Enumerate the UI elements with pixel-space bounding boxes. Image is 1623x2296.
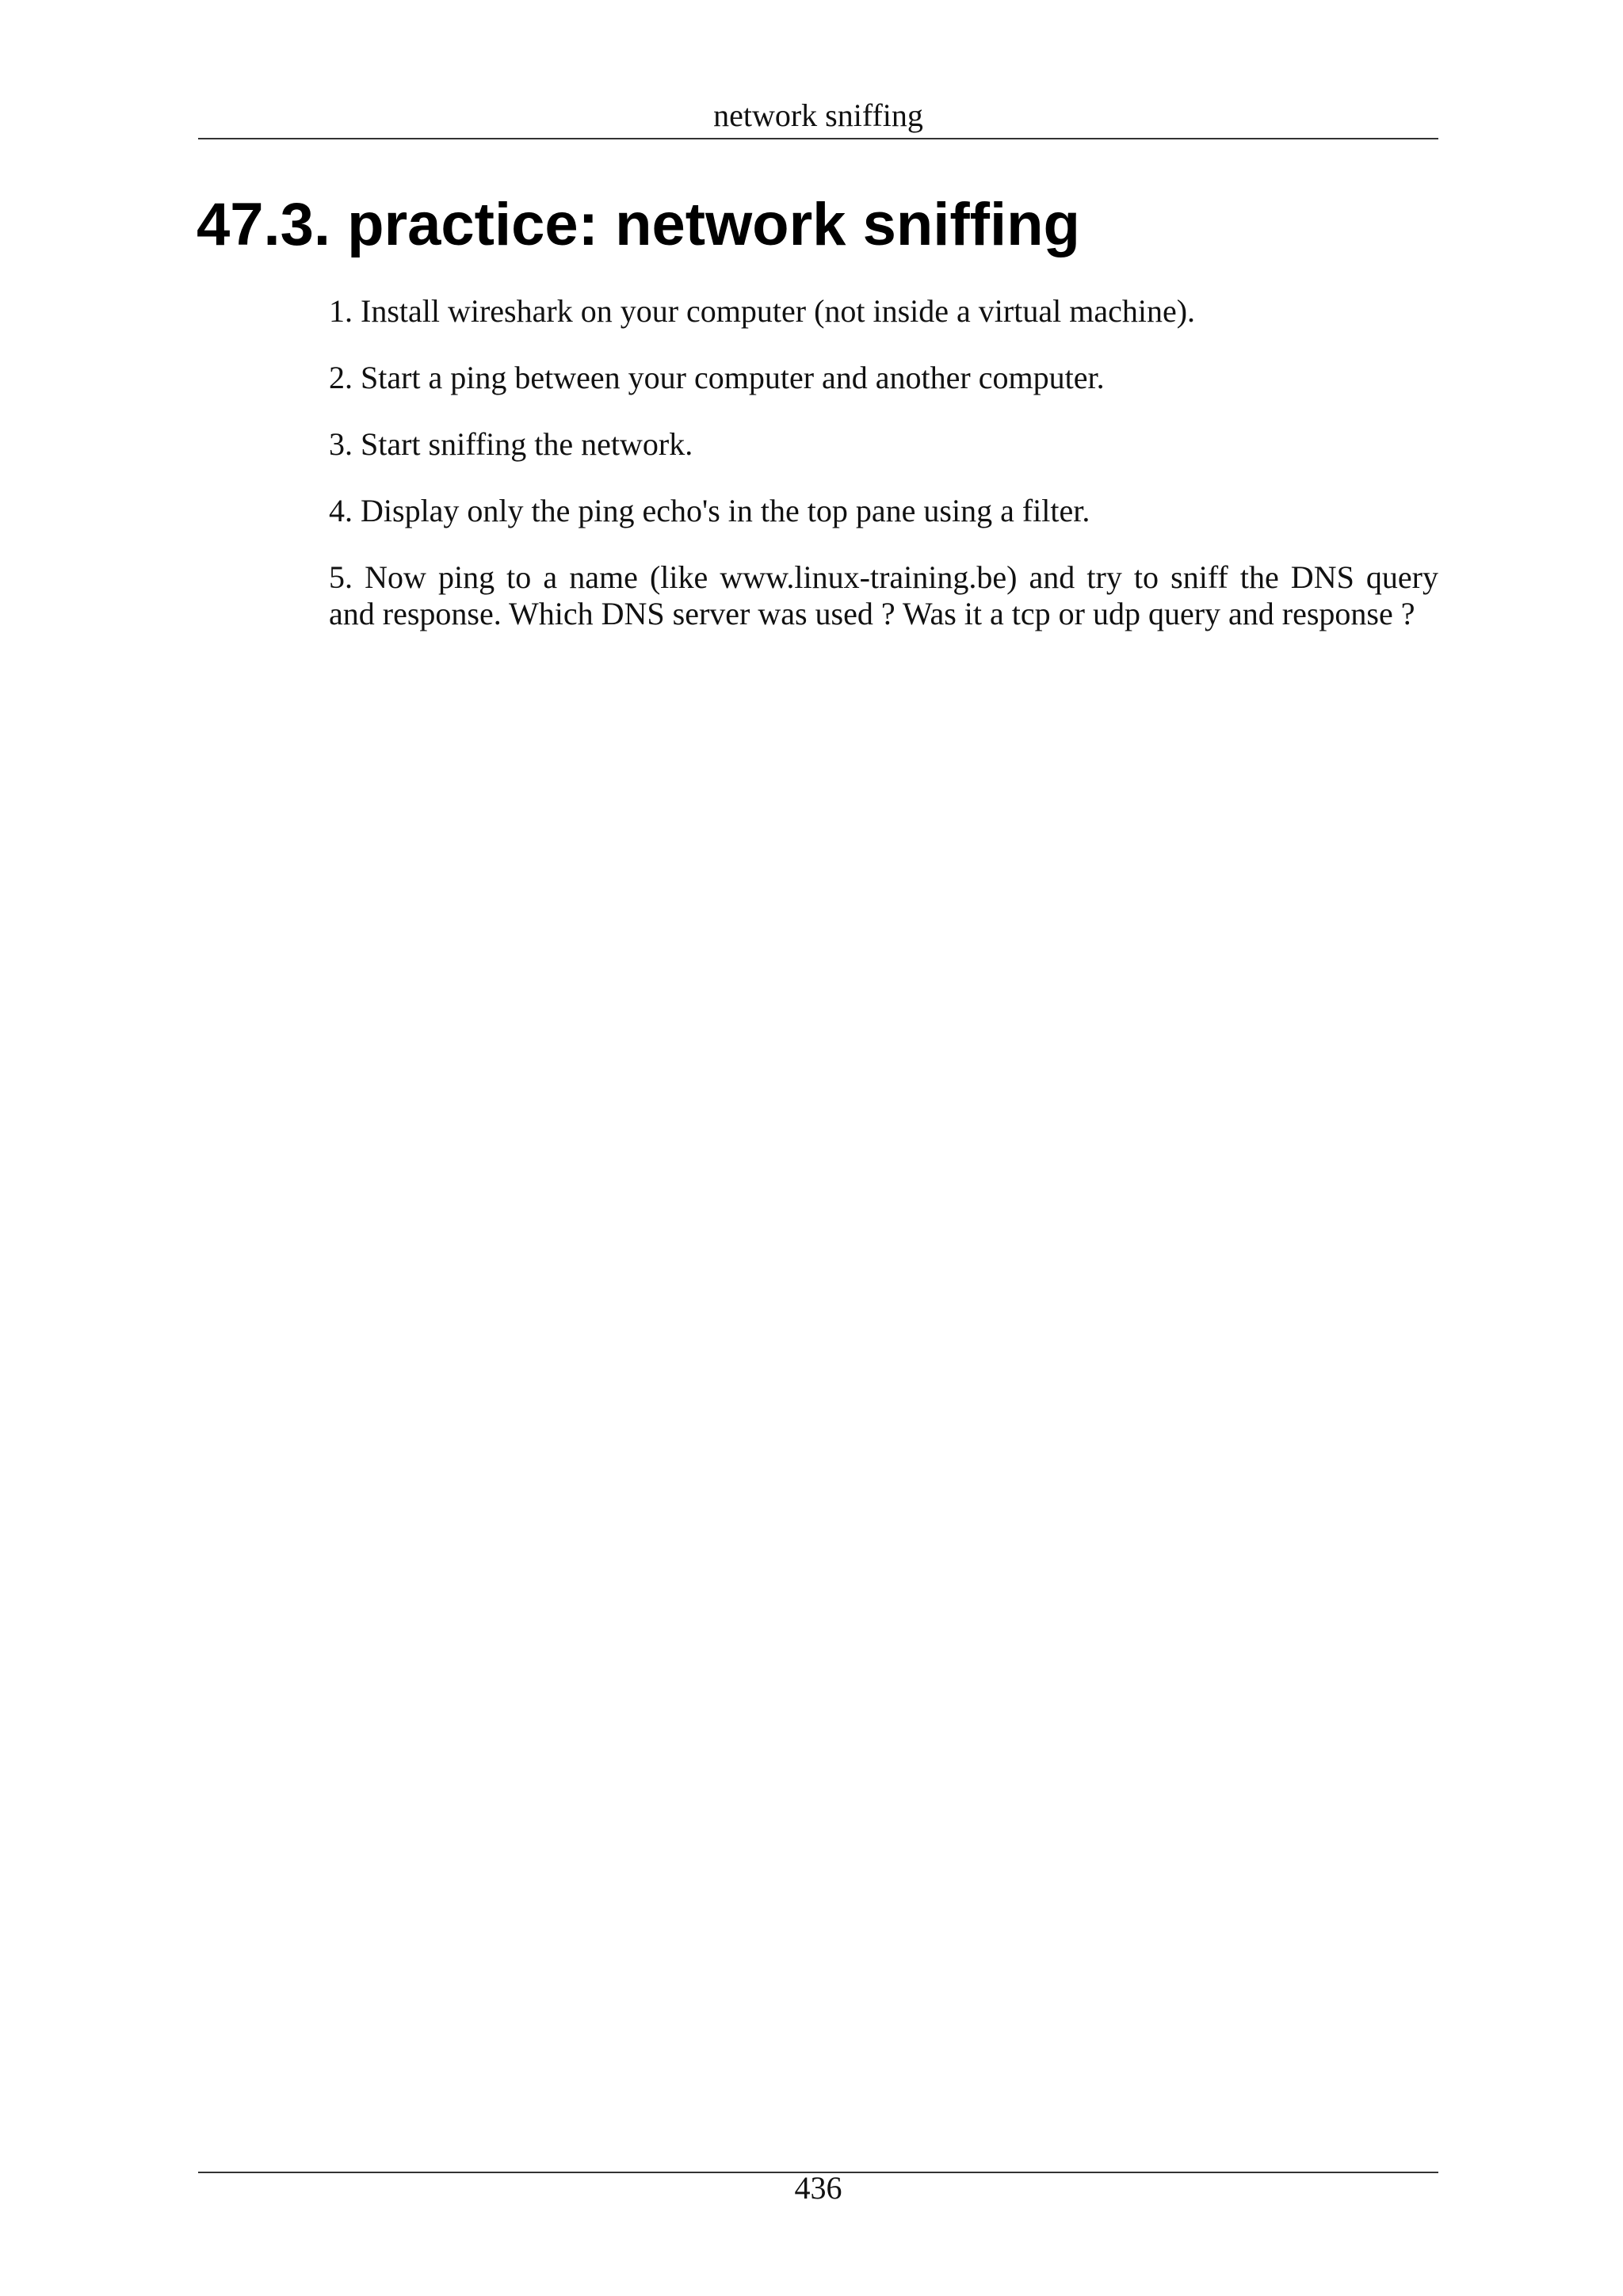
list-item: [329, 360, 1438, 396]
header-rule: [198, 138, 1438, 139]
step-text-line: 5. Now ping to a name (like www.linux-training.be) and try to sniff the DNS query: [329, 559, 1438, 595]
list-item: [329, 426, 1438, 463]
practice-steps-list: [329, 293, 1438, 662]
page-number: 436: [794, 2170, 842, 2206]
step-text: 2. Start a ping between your computer and another computer.: [329, 360, 1105, 395]
step-text: 1. Install wireshark on your computer (not inside a virtual machine).: [329, 293, 1196, 329]
section-title: 47.3. practice: network sniffing: [197, 191, 1080, 258]
list-item: [329, 293, 1438, 330]
step-text: 4. Display only the ping echo's in the top pane using a filter.: [329, 493, 1090, 528]
running-header: network sniffing: [713, 97, 923, 133]
step-text-line: and response. Which DNS server was used ? Was it a tcp or udp query and response ?: [329, 596, 1415, 631]
list-item: [329, 493, 1438, 529]
step-text: 3. Start sniffing the network.: [329, 426, 693, 462]
list-item: [329, 559, 1438, 632]
